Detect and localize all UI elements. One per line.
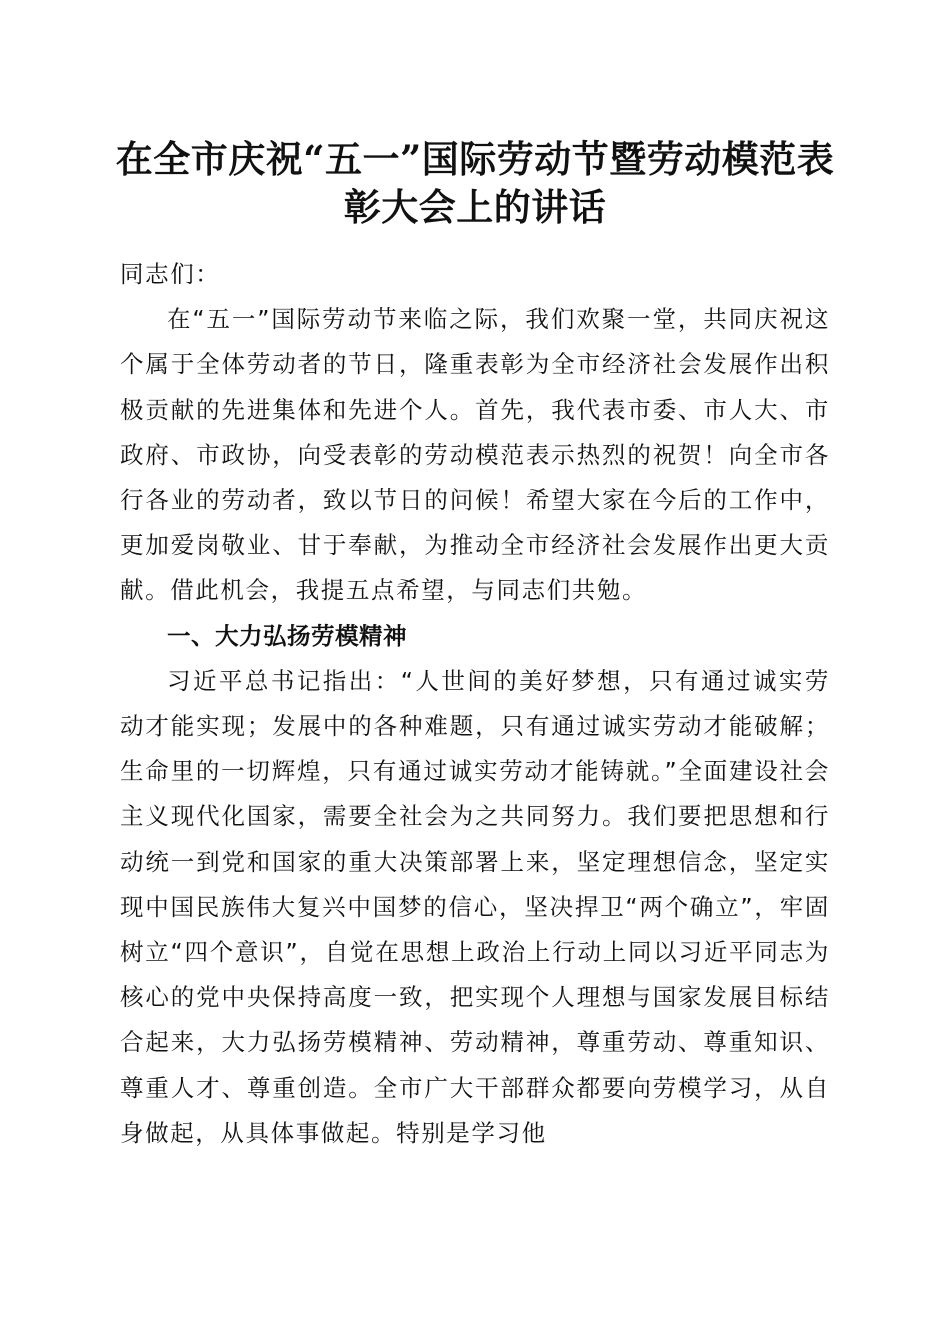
intro-paragraph: 在“五一”国际劳动节来临之际，我们欢聚一堂，共同庆祝这个属于全体劳动者的节日，隆重表彰为全市经济社会发展作出积极贡献的先进集体和先进个人。首先，我代表市委、市人大、市政府、市政协，向受表彰的劳动模范表示热烈的祝贺！向全市各行各业的劳动者，致以节日的问候！希望大家在今后的工作中，更加爱岗敬业、甘于奉献，为推动全市经济社会发展作出更大贡献。借此机会，我提五点希望，与同志们共勉。: [120, 305, 830, 605]
document-title: 在全市庆祝“五一”国际劳动节暨劳动模范表彰大会上的讲话: [115, 137, 835, 229]
section-paragraph: 习近平总书记指出：“人世间的美好梦想，只有通过诚实劳动才能实现；发展中的各种难题，只有通过诚实劳动才能破解；生命里的一切辉煌，只有通过诚实劳动才能铸就。”全面建设社会主义现代化国家，需要全社会为之共同努力。我们要把思想和行动统一到党和国家的重大决策部署上来，坚定理想信念，坚定实现中国民族伟大复兴中国梦的信心，坚决捍卫“两个确立”，牢固树立“四个意识”，自觉在思想上政治上行动上同以习近平同志为核心的党中央保持高度一致，把实现个人理想与国家发展目标结合起来，大力弘扬劳模精神、劳动精神，尊重劳动、尊重知识、尊重人才、尊重创造。全市广大干部群众都要向劳模学习，从自身做起，从具体事做起。特别是学习他: [120, 666, 830, 1147]
document-body: [120, 252, 830, 1156]
greeting: 同志们：: [120, 260, 221, 288]
section-heading: 一、大力弘扬劳模精神: [167, 621, 407, 650]
